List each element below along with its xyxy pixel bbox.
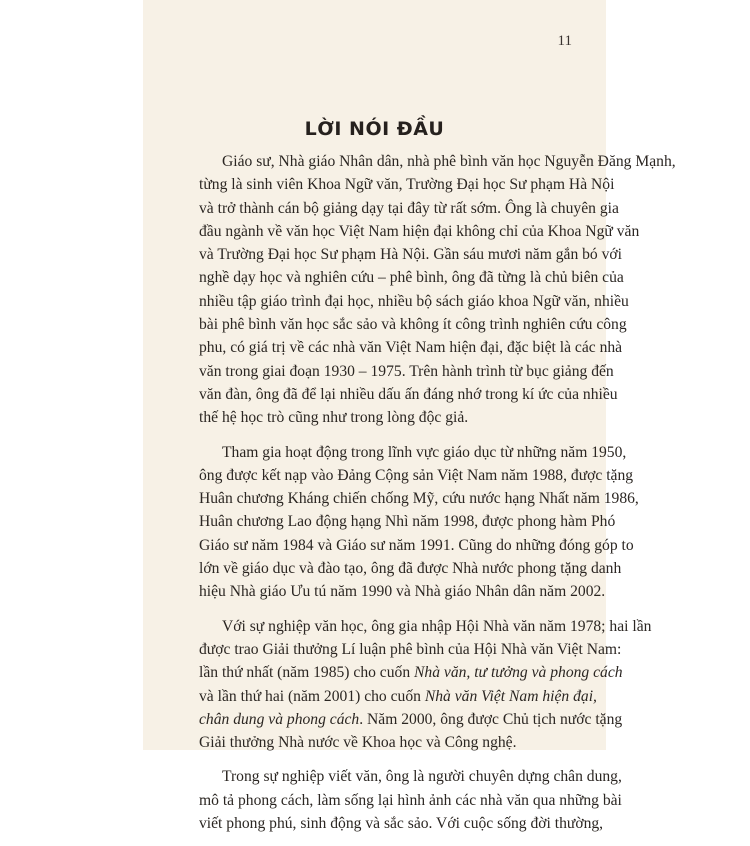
text-line: văn trong giai đoạn 1930 – 1975. Trên hành trình từ bục giảng đến (199, 362, 614, 380)
paragraph-1 (199, 150, 676, 430)
text-line: và Trường Đại học Sư phạm Hà Nội. Gần sáu mươi năm gắn bó với (199, 246, 623, 264)
paragraph-4 (199, 765, 622, 835)
text-line: Giáo sư, Nhà giáo Nhân dân, nhà phê bình văn học Nguyễn Đăng Mạnh, (222, 153, 676, 170)
text-line: Huân chương Kháng chiến chống Mỹ, cứu nước hạng Nhất năm 1986, (199, 490, 639, 508)
text-line: bài phê bình văn học sắc sảo và không ít công trình nghiên cứu công (199, 316, 627, 334)
text-line: đầu ngành về văn học Việt Nam hiện đại không chỉ của Khoa Ngữ văn (199, 222, 640, 240)
text-line: được trao Giải thưởng Lí luận phê bình của Hội Nhà văn Việt Nam: (199, 640, 622, 658)
text-line (199, 708, 623, 731)
text-line: văn đàn, ông đã để lại nhiều dấu ấn đáng nhớ trong kí ức của nhiều (199, 385, 618, 403)
text-line: hiệu Nhà giáo Ưu tú năm 1990 và Nhà giáo Nhân dân năm 2002. (199, 583, 606, 601)
text-line: nhiều tập giáo trình đại học, nhiều bộ sách giáo khoa Ngữ văn, nhiều (199, 292, 629, 310)
book-title-italic: Nhà văn Việt Nam hiện đại, (424, 687, 597, 705)
text-line: Huân chương Lao động hạng Nhì năm 1998, được phong hàm Phó (199, 513, 616, 531)
text-line: ông được kết nạp vào Đảng Cộng sản Việt Nam năm 1988, được tặng (199, 466, 634, 484)
page-title: LỜI NÓI ĐẦU (304, 118, 445, 140)
paragraph-2 (199, 441, 639, 604)
text-line: Giải thưởng Nhà nước về Khoa học và Công nghệ. (199, 734, 517, 752)
paragraph-3 (199, 615, 652, 755)
text-line (199, 661, 623, 684)
text-segment: . Năm 2000, ông được Chủ tịch nước tặng (359, 710, 623, 728)
text-segment: lần thứ nhất (năm 1985) cho cuốn (199, 664, 415, 682)
text-line: từng là sinh viên Khoa Ngữ văn, Trường Đại học Sư phạm Hà Nội (199, 176, 615, 194)
text-line: nghề dạy học và nghiên cứu – phê bình, ông đã từng là chủ biên của (199, 269, 624, 287)
text-line: thế hệ học trò cũng như trong lòng độc giả. (199, 409, 469, 427)
page-number: 11 (557, 33, 572, 49)
book-page (143, 0, 676, 833)
text-line: mô tả phong cách, làm sống lại hình ảnh các nhà văn qua những bài (199, 791, 622, 809)
text-line: viết phong phú, sinh động và sắc sảo. Với cuộc sống đời thường, (199, 815, 604, 833)
text-line: Tham gia hoạt động trong lĩnh vực giáo dục từ những năm 1950, (222, 443, 627, 461)
text-line: Trong sự nghiệp viết văn, ông là người chuyên dựng chân dung, (222, 768, 622, 786)
text-line (199, 685, 602, 708)
text-line: Giáo sư năm 1984 và Giáo sư năm 1991. Cũng do những đóng góp to (199, 536, 634, 554)
book-title-italic: Nhà văn, tư tưởng và phong cách (414, 664, 623, 682)
book-title-italic: chân dung và phong cách (199, 710, 360, 728)
text-line: Với sự nghiệp văn học, ông gia nhập Hội Nhà văn năm 1978; hai lần (222, 617, 652, 635)
text-line: phu, có giá trị về các nhà văn Việt Nam hiện đại, đặc biệt là các nhà (199, 339, 623, 357)
text-line: lớn về giáo dục và đào tạo, ông đã được Nhà nước phong tặng danh (199, 560, 622, 578)
text-segment: và lần thứ hai (năm 2001) cho cuốn (199, 687, 425, 705)
body-text (199, 150, 676, 846)
text-line: và trở thành cán bộ giảng dạy tại đây từ rất sớm. Ông là chuyên gia (199, 199, 619, 217)
